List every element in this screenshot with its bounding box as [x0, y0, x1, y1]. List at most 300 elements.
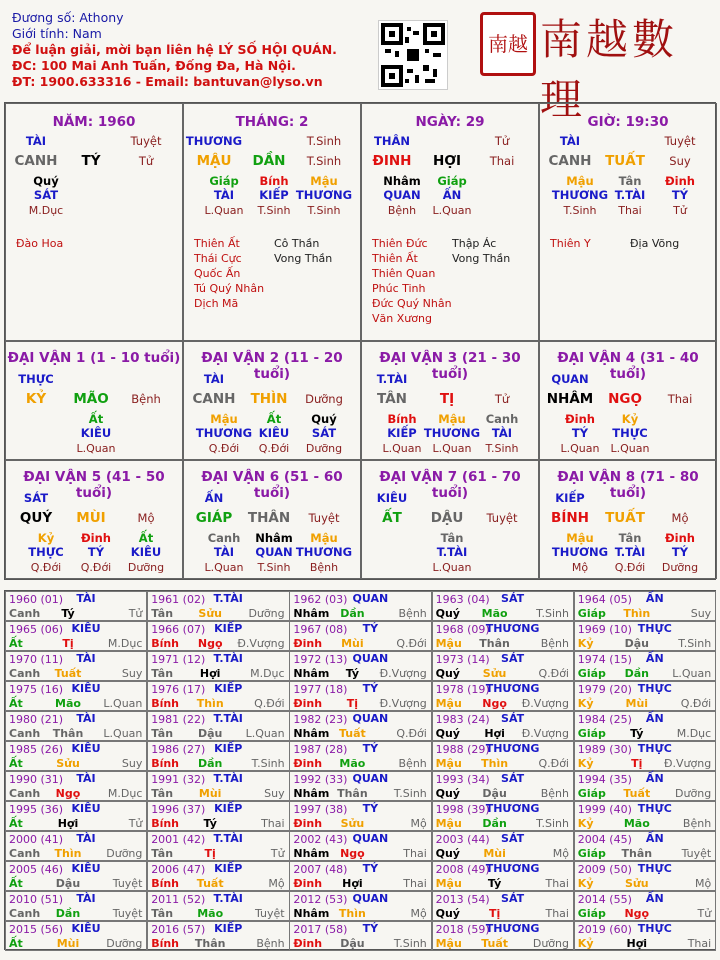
year-star: ẤN — [645, 832, 664, 845]
year-star: ẤN — [645, 592, 664, 605]
year-branch: Mùi — [198, 787, 222, 800]
year-cell — [574, 861, 716, 891]
year-stage: Q.Đới — [396, 727, 427, 740]
year-stem: Ất — [9, 817, 23, 830]
year-stage: Tuyệt — [112, 907, 143, 920]
year-star: THỰC — [637, 802, 672, 815]
year-stage: T.Sinh — [393, 787, 427, 800]
heavenly-stem: NHÂM — [546, 391, 594, 407]
branch-stage: Thai — [489, 154, 515, 168]
year-star: QUAN — [352, 832, 389, 845]
hidden-stem: Đinh — [665, 531, 695, 545]
hidden-stem: Nhâm — [383, 174, 421, 188]
heavenly-stem: ĐINH — [372, 153, 412, 169]
hidden-star: THỰC — [28, 545, 64, 559]
year-label: 1980 (21) — [9, 713, 64, 726]
hidden-stem: Mậu — [310, 531, 338, 545]
year-star: SÁT — [501, 712, 525, 725]
hidden-star: SÁT — [311, 426, 337, 440]
year-stage: Thai — [261, 817, 285, 830]
year-stem: Giáp — [577, 667, 606, 680]
year-stem: Ất — [9, 877, 23, 890]
year-branch: Ngọ — [197, 637, 223, 650]
year-cell — [147, 681, 289, 711]
year-cell — [147, 891, 289, 921]
year-cell — [289, 801, 431, 831]
special-star: Thiên Đức — [372, 237, 428, 250]
year-cell — [147, 921, 289, 951]
year-stem: Quý — [435, 727, 460, 740]
hidden-stem: Đinh — [565, 412, 595, 426]
year-branch: Dậu — [55, 877, 81, 890]
hidden-stem: Quý — [33, 174, 59, 188]
heavenly-stem: TÂN — [377, 391, 407, 407]
year-stage: Q.Đới — [680, 697, 712, 710]
qr-code — [378, 20, 448, 90]
year-cell — [289, 921, 431, 951]
year-star: KIÊU — [71, 622, 101, 635]
hidden-star: TÀI — [213, 545, 235, 559]
dai-van-cell — [5, 460, 183, 579]
year-stage: Dưỡng — [106, 937, 143, 950]
year-star: KIẾP — [214, 622, 243, 635]
year-stem: Ất — [9, 697, 23, 710]
year-stem: Quý — [435, 907, 460, 920]
year-stage: Suy — [121, 757, 143, 770]
year-branch: Thân — [337, 787, 368, 800]
top-star: SÁT — [23, 491, 49, 505]
year-label: 1964 (05) — [577, 593, 632, 606]
hidden-stage: L.Quan — [432, 204, 472, 217]
hidden-star: QUAN — [383, 188, 421, 202]
hidden-stem: Mậu — [566, 174, 594, 188]
year-stage: Mộ — [410, 907, 427, 920]
year-label: 2006 (47) — [151, 863, 206, 876]
hidden-star: KIÊU — [130, 545, 162, 559]
hidden-stage: Q.Đới — [208, 442, 240, 455]
year-branch: Tị — [62, 637, 74, 650]
year-branch: Sửu — [340, 817, 365, 830]
year-branch: Tuất — [338, 727, 366, 740]
cell-title: ĐẠI VẬN 2 (11 - 20 tuổi) — [201, 350, 343, 382]
top-star: QUAN — [551, 372, 589, 386]
year-stage: Bệnh — [398, 607, 427, 620]
year-stem: Tân — [151, 607, 174, 620]
top-star: THÂN — [374, 134, 410, 148]
year-cell — [432, 801, 574, 831]
special-star: Địa Võng — [630, 237, 680, 250]
year-cell — [147, 651, 289, 681]
year-label: 1962 (03) — [293, 593, 348, 606]
year-star: THƯƠNG — [485, 742, 540, 755]
heavenly-stem: CANH — [14, 153, 58, 169]
year-star: TÀI — [76, 772, 96, 785]
year-stage: T.Sinh — [678, 637, 712, 650]
year-label: 1999 (40) — [577, 803, 632, 816]
year-stage: L.Quan — [672, 667, 712, 680]
top-stage: Tuyệt — [130, 134, 162, 148]
year-label: 2007 (48) — [293, 863, 348, 876]
year-branch: Dần — [482, 817, 507, 830]
dai-van-cell — [361, 341, 539, 460]
year-stage: Dưỡng — [532, 937, 569, 950]
year-cell — [147, 831, 289, 861]
year-cell — [432, 711, 574, 741]
year-stage: Tử — [270, 847, 285, 860]
year-cell — [574, 591, 716, 621]
hidden-stem: Nhâm — [255, 531, 293, 545]
contact-note: Để luận giải, mời bạn liên hệ LÝ SỐ HỘI QUÁN. — [12, 42, 337, 57]
branch-stage: Dưỡng — [305, 392, 343, 406]
year-branch: Mùi — [625, 697, 649, 710]
branch-stage: Mộ — [671, 511, 689, 525]
hidden-stage: Tử — [673, 204, 687, 217]
special-star: Tú Quý Nhân — [194, 282, 265, 295]
year-cell — [574, 711, 716, 741]
year-star: T.TÀI — [213, 652, 243, 665]
hidden-stage: L.Quan — [432, 442, 472, 455]
hidden-stem: Ất — [266, 412, 282, 426]
year-stem: Ất — [9, 937, 23, 950]
year-star: THỰC — [637, 682, 672, 695]
year-label: 1995 (36) — [9, 803, 64, 816]
top-stage: Tuyệt — [664, 134, 696, 148]
branch-stage: Tuyệt — [308, 511, 340, 525]
year-label: 1983 (24) — [435, 713, 490, 726]
earthly-branch: TUẤT — [605, 153, 645, 169]
year-label: 2012 (53) — [293, 893, 348, 906]
year-label: 2016 (57) — [151, 923, 206, 936]
hidden-stem: Canh — [485, 412, 519, 426]
hidden-stem: Tân — [618, 531, 642, 545]
hidden-stem: Đinh — [81, 531, 111, 545]
year-stem: Tân — [151, 847, 174, 860]
year-branch: Tuất — [623, 787, 651, 800]
hidden-star: TÝ — [87, 545, 105, 559]
special-star: Vong Thần — [274, 252, 333, 265]
year-cell — [289, 591, 431, 621]
year-label: 2009 (50) — [577, 863, 632, 876]
year-cell — [574, 831, 716, 861]
year-stem: Bính — [151, 637, 180, 650]
year-stem: Bính — [151, 937, 180, 950]
year-star: T.TÀI — [213, 592, 243, 605]
year-star: KIÊU — [71, 742, 101, 755]
year-branch: Sửu — [625, 877, 649, 890]
year-stage: Bệnh — [256, 937, 285, 950]
year-cell — [432, 621, 574, 651]
year-branch: Ngọ — [340, 847, 365, 860]
year-star: TÀI — [76, 712, 96, 725]
year-stem: Quý — [435, 787, 460, 800]
year-stem: Canh — [9, 607, 41, 620]
hidden-stage: Bệnh — [387, 204, 417, 217]
special-star: Thập Ác — [452, 237, 497, 250]
earthly-branch: MÃO — [73, 391, 109, 407]
contact-phone-email: ĐT: 1900.633316 - Email: bantuvan@lyso.vn — [12, 74, 323, 89]
brand-logo-text: 南越數理 — [540, 15, 679, 124]
year-star: TÝ — [362, 802, 379, 815]
year-branch: Mùi — [56, 937, 80, 950]
hidden-stem: Canh — [207, 531, 241, 545]
red-seal-stamp: 南越 — [480, 12, 536, 76]
year-branch: Mão — [481, 607, 508, 620]
year-label: 1973 (14) — [435, 653, 490, 666]
year-label: 1985 (26) — [9, 743, 64, 756]
hidden-star: T.TÀI — [614, 545, 646, 559]
year-cell — [289, 741, 431, 771]
year-star: TÀI — [76, 652, 96, 665]
year-stem: Tân — [151, 667, 174, 680]
year-stem: Giáp — [577, 607, 606, 620]
year-star: KIẾP — [214, 682, 243, 695]
year-stem: Nhâm — [293, 907, 330, 920]
year-stem: Mậu — [435, 757, 462, 770]
year-cell — [5, 741, 147, 771]
year-star: QUAN — [352, 712, 389, 725]
year-star: TÝ — [362, 682, 379, 695]
year-label: 2003 (44) — [435, 833, 490, 846]
branch-stage: Tử — [138, 154, 154, 168]
year-star: KIÊU — [71, 922, 101, 935]
year-cell — [147, 711, 289, 741]
year-cell — [5, 861, 147, 891]
year-label: 1993 (34) — [435, 773, 490, 786]
branch-stage: Thai — [667, 392, 693, 406]
year-cell — [289, 681, 431, 711]
top-star: TÀI — [203, 372, 225, 386]
year-branch: Thìn — [338, 907, 366, 920]
year-stage: Tử — [128, 817, 143, 830]
pillar-cell — [539, 103, 717, 341]
hidden-star: TÝ — [671, 188, 689, 202]
year-stem: Nhâm — [293, 847, 330, 860]
year-branch: Thân — [479, 637, 510, 650]
year-label: 1984 (25) — [577, 713, 632, 726]
year-stem: Tân — [151, 787, 174, 800]
year-star: SÁT — [501, 652, 525, 665]
qr-code-icon — [379, 21, 447, 89]
hidden-stem: Mậu — [310, 174, 338, 188]
year-branch: Mùi — [483, 847, 506, 860]
special-star: Đào Hoa — [16, 237, 64, 250]
hidden-stage: T.Sinh — [257, 204, 291, 217]
year-cell — [289, 711, 431, 741]
year-stage: Suy — [690, 607, 712, 620]
hidden-stem: Đinh — [665, 174, 695, 188]
hidden-stem: Mậu — [566, 531, 594, 545]
year-branch: Mão — [197, 907, 224, 920]
year-label: 2010 (51) — [9, 893, 64, 906]
year-stage: Thai — [687, 937, 712, 950]
year-stem: Canh — [9, 907, 41, 920]
year-cell — [574, 921, 716, 951]
year-branch: Thân — [194, 937, 226, 950]
year-stage: Tử — [697, 907, 712, 920]
year-stage: Đ.Vượng — [521, 697, 569, 710]
year-stage: Đ.Vượng — [379, 667, 427, 680]
hidden-stage: T.Sinh — [307, 204, 341, 217]
year-branch: Sửu — [482, 667, 507, 680]
year-star: THỰC — [637, 742, 672, 755]
year-label: 1987 (28) — [293, 743, 348, 756]
hidden-stage: Dưỡng — [127, 561, 165, 574]
pillar-cell — [183, 103, 361, 341]
year-stem: Canh — [9, 727, 41, 740]
year-branch: Dần — [624, 667, 649, 680]
hidden-stem: Mậu — [210, 412, 238, 426]
year-label: 1965 (06) — [9, 623, 64, 636]
year-stage: Q.Đới — [396, 637, 427, 650]
hidden-star: THƯƠNG — [295, 545, 353, 559]
year-branch: Tị — [204, 847, 216, 860]
year-star: ẤN — [645, 652, 664, 665]
year-star: T.TÀI — [213, 712, 243, 725]
year-stem: Quý — [435, 667, 460, 680]
hidden-star: SÁT — [33, 188, 59, 202]
year-label: 1975 (16) — [9, 683, 64, 696]
hidden-stage: Dưỡng — [305, 442, 343, 455]
year-star: ẤN — [645, 712, 664, 725]
year-stem: Nhâm — [293, 607, 330, 620]
year-stem: Kỷ — [577, 937, 594, 950]
year-stem: Ất — [9, 757, 23, 770]
year-branch: Dần — [340, 607, 365, 620]
year-label: 1969 (10) — [577, 623, 632, 636]
hidden-star: ẤN — [442, 188, 462, 202]
special-star: Cô Thần — [274, 237, 320, 250]
year-stage: Đ.Vượng — [379, 697, 427, 710]
hidden-stage: L.Quan — [560, 442, 600, 455]
year-star: T.TÀI — [213, 892, 243, 905]
earthly-branch: TỊ — [439, 391, 455, 407]
year-label: 2019 (60) — [577, 923, 632, 936]
special-star: Thiên Quan — [372, 267, 436, 280]
year-label: 1963 (04) — [435, 593, 490, 606]
year-star: TÝ — [362, 862, 379, 875]
year-branch: Mão — [339, 757, 366, 770]
branch-stage: T.Sinh — [306, 154, 342, 168]
year-stage: Dưỡng — [675, 787, 712, 800]
year-stage: Mộ — [694, 877, 712, 890]
hidden-stage: Q.Đới — [30, 561, 62, 574]
year-stage: Bệnh — [540, 637, 569, 650]
year-stem: Kỷ — [577, 877, 594, 890]
hidden-stage: M.Dục — [28, 204, 64, 217]
hidden-stage: Bệnh — [309, 561, 339, 574]
hidden-star: THƯƠNG — [195, 426, 253, 440]
year-stem: Đinh — [293, 877, 323, 890]
special-star: Dịch Mã — [194, 297, 239, 310]
year-star: KIẾP — [214, 922, 243, 935]
hidden-stage: Q.Đới — [258, 442, 290, 455]
year-cell — [574, 651, 716, 681]
main-chart-grid — [4, 102, 716, 580]
hidden-stem: Giáp — [209, 174, 239, 188]
hidden-star: TÀI — [213, 188, 235, 202]
year-cell — [432, 831, 574, 861]
year-star: T.TÀI — [213, 832, 243, 845]
year-label: 2001 (42) — [151, 833, 206, 846]
year-label: 1974 (15) — [577, 653, 632, 666]
year-cell — [574, 681, 716, 711]
cell-title: ĐẠI VẬN 4 (31 - 40 tuổi) — [557, 350, 699, 382]
year-star: KIÊU — [71, 862, 101, 875]
year-stage: Tuyệt — [681, 847, 712, 860]
earthly-branch: DẬU — [430, 510, 464, 526]
year-label: 1982 (23) — [293, 713, 348, 726]
year-label: 2013 (54) — [435, 893, 490, 906]
year-stage: Bệnh — [398, 757, 427, 770]
year-label: 1960 (01) — [9, 593, 64, 606]
year-stage: Thai — [403, 847, 427, 860]
year-label: 1997 (38) — [293, 803, 348, 816]
year-cell — [5, 711, 147, 741]
year-star: ẤN — [645, 892, 664, 905]
hidden-stem: Kỷ — [621, 412, 639, 426]
year-star: T.TÀI — [213, 772, 243, 785]
year-cell — [574, 741, 716, 771]
year-label: 2004 (45) — [577, 833, 632, 846]
dai-van-cell — [5, 341, 183, 460]
year-branch: Dậu — [340, 937, 365, 950]
hidden-stem: Kỷ — [37, 531, 55, 545]
year-branch: Dậu — [482, 787, 507, 800]
earthly-branch: TUẤT — [605, 510, 645, 526]
hidden-stage: L.Quan — [382, 442, 422, 455]
year-branch: Hợi — [484, 727, 505, 740]
hidden-stem: Giáp — [437, 174, 467, 188]
year-branch: Dậu — [197, 727, 223, 740]
year-label: 2008 (49) — [435, 863, 490, 876]
heavenly-stem: QUÝ — [19, 510, 53, 526]
year-stem: Bính — [151, 877, 180, 890]
year-star: TÝ — [362, 622, 379, 635]
year-stem: Quý — [435, 847, 460, 860]
year-label: 1970 (11) — [9, 653, 64, 666]
hidden-star: KIẾP — [387, 426, 417, 440]
year-star: THỰC — [637, 922, 672, 935]
hidden-star: THƯƠNG — [551, 545, 609, 559]
year-stage: T.Sinh — [393, 937, 427, 950]
chart-header — [12, 10, 337, 90]
year-cell — [574, 801, 716, 831]
year-cell — [289, 861, 431, 891]
year-cell — [432, 681, 574, 711]
year-cell — [289, 831, 431, 861]
branch-stage: Bệnh — [131, 392, 161, 406]
hidden-stage: Thai — [618, 204, 642, 217]
hidden-star: THỰC — [612, 426, 648, 440]
hidden-stage: L.Quan — [610, 442, 650, 455]
year-cell — [147, 621, 289, 651]
year-label: 1977 (18) — [293, 683, 348, 696]
cell-title: ĐẠI VẬN 1 (1 - 10 tuổi) — [7, 350, 181, 366]
hidden-stage: Dưỡng — [661, 561, 699, 574]
year-star: THƯƠNG — [485, 682, 540, 695]
special-star: Quốc Ấn — [194, 267, 241, 280]
year-branch: Hợi — [199, 667, 221, 680]
year-stem: Giáp — [577, 847, 606, 860]
year-branch: Thìn — [196, 697, 224, 710]
year-label: 2005 (46) — [9, 863, 64, 876]
year-star: SÁT — [501, 772, 525, 785]
year-cell — [289, 891, 431, 921]
year-stage: Dưỡng — [248, 607, 285, 620]
year-label: 1978 (19) — [435, 683, 490, 696]
cell-title: ĐẠI VẬN 3 (21 - 30 tuổi) — [379, 350, 521, 382]
top-star: THỰC — [18, 372, 54, 386]
